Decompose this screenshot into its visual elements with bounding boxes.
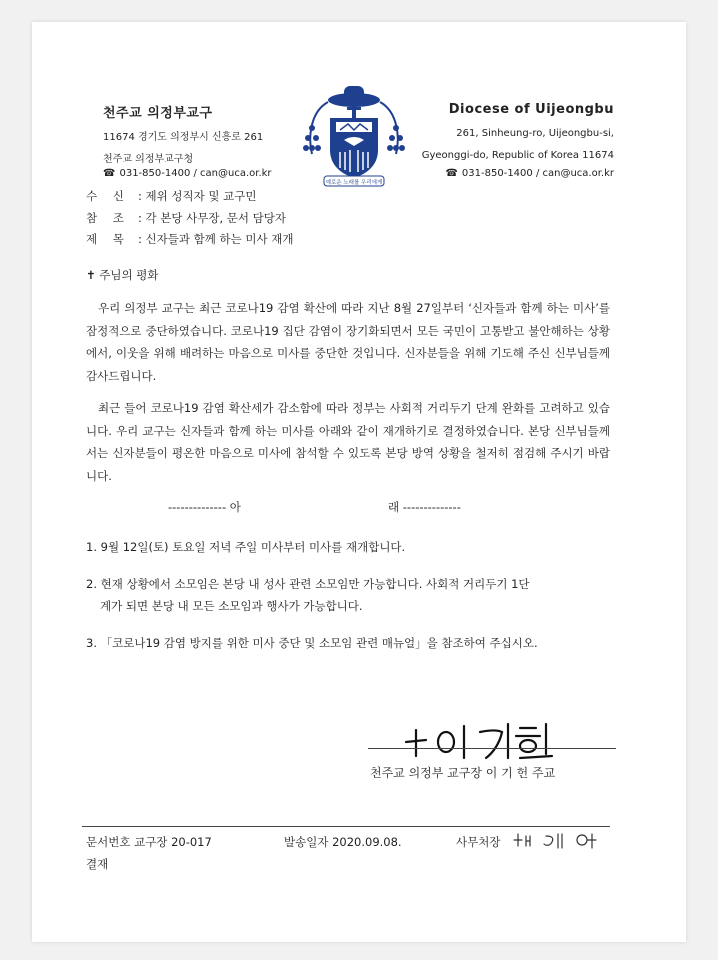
below-marker-right: 래 -------------- [388, 500, 461, 514]
item-3: 3. 「코로나19 감염 방지를 위한 미사 중단 및 소모임 관련 매뉴얼」을 참조하여 주십시오. [86, 636, 538, 650]
header-left-office: 천주교 의정부교구청 [103, 154, 194, 165]
item-2-line-2: 계가 되면 본당 내 모든 소모임과 행사가 가능합니다. [100, 599, 363, 613]
greeting: ✝ 주님의 평화 [86, 268, 159, 282]
signature-underline [368, 748, 616, 749]
crest-motto: 예로운 노래를 우리에게 [325, 180, 383, 186]
phone-icon: ☎ [103, 168, 116, 179]
doc-number: 문서번호 교구장 20-017 [86, 835, 212, 849]
diocese-crest-icon [300, 78, 408, 188]
signatory-name: 천주교 의정부 교구장 이 기 헌 주교 [370, 766, 556, 780]
header-left-contact: ☎ 031-850-1400 / can@uca.or.kr [103, 168, 272, 179]
below-marker-left: -------------- 아 [168, 500, 241, 514]
approval-label: 결재 [86, 857, 109, 871]
footer-rule [82, 826, 610, 827]
meta-cc: 참 조 : 각 본당 사무장, 문서 담당자 [86, 211, 287, 225]
header-right-title: Diocese of Uijeongbu [448, 102, 614, 117]
header-right-contact: ☎ 031-850-1400 / can@uca.or.kr [445, 168, 614, 179]
sent-date: 발송일자 2020.09.08. [284, 835, 402, 849]
paragraph-1: 우리 의정부 교구는 최근 코로나19 감염 확산에 따라 지난 8월 27일부터 ‘신자들과 함께 하는 미사’를 잠정적으로 중단하였습니다. 코로나19 집단 감염이 장기화되면서 모든 국민이 고통받고 불안해하는 상황에서, 이웃을 위해 배려하는 마음으로 미사를 중단한 것입니다. 신자분들을 위해 기도해 주신 신부님들께 감사드립니다. [86, 301, 610, 383]
item-2-line-1: 2. 현재 상황에서 소모임은 본당 내 성사 관련 소모임만 가능합니다. 사회적 거리두기 1단 [86, 577, 530, 591]
phone-icon: ☎ [445, 168, 458, 179]
item-1: 1. 9월 12일(토) 토요일 저녁 주일 미사부터 미사를 재개합니다. [86, 540, 406, 554]
paragraph-2: 최근 들어 코로나19 감염 확산세가 감소함에 따라 정부는 사회적 거리두기 단계 완화를 고려하고 있습니다. 우리 교구는 신자들과 함께 하는 미사를 아래와 같이 재개하기로 결정하였습니다. 본당 신부님들께서는 신자분들이 평온한 마음으로 미사에 참석할 수 있도록 본당 방역 상황을 철저히 점검해 주시기 바랍니다. [86, 401, 610, 483]
header-left-address: 11674 경기도 의정부시 신흥로 261 [103, 132, 264, 143]
secretary-signature [510, 828, 606, 852]
secretary-label: 사무처장 [456, 835, 501, 849]
header-right-address2: Gyeonggi-do, Republic of Korea 11674 [421, 150, 614, 161]
meta-to: 수 신 : 제위 성직자 및 교구민 [86, 189, 257, 203]
handwritten-signature [396, 702, 556, 764]
meta-subject: 제 목 : 신자들과 함께 하는 미사 재개 [86, 232, 294, 246]
header-left-title: 천주교 의정부교구 [103, 106, 213, 121]
document-page [32, 22, 686, 942]
header-right-address1: 261, Sinheung-ro, Uijeongbu-si, [456, 128, 614, 139]
